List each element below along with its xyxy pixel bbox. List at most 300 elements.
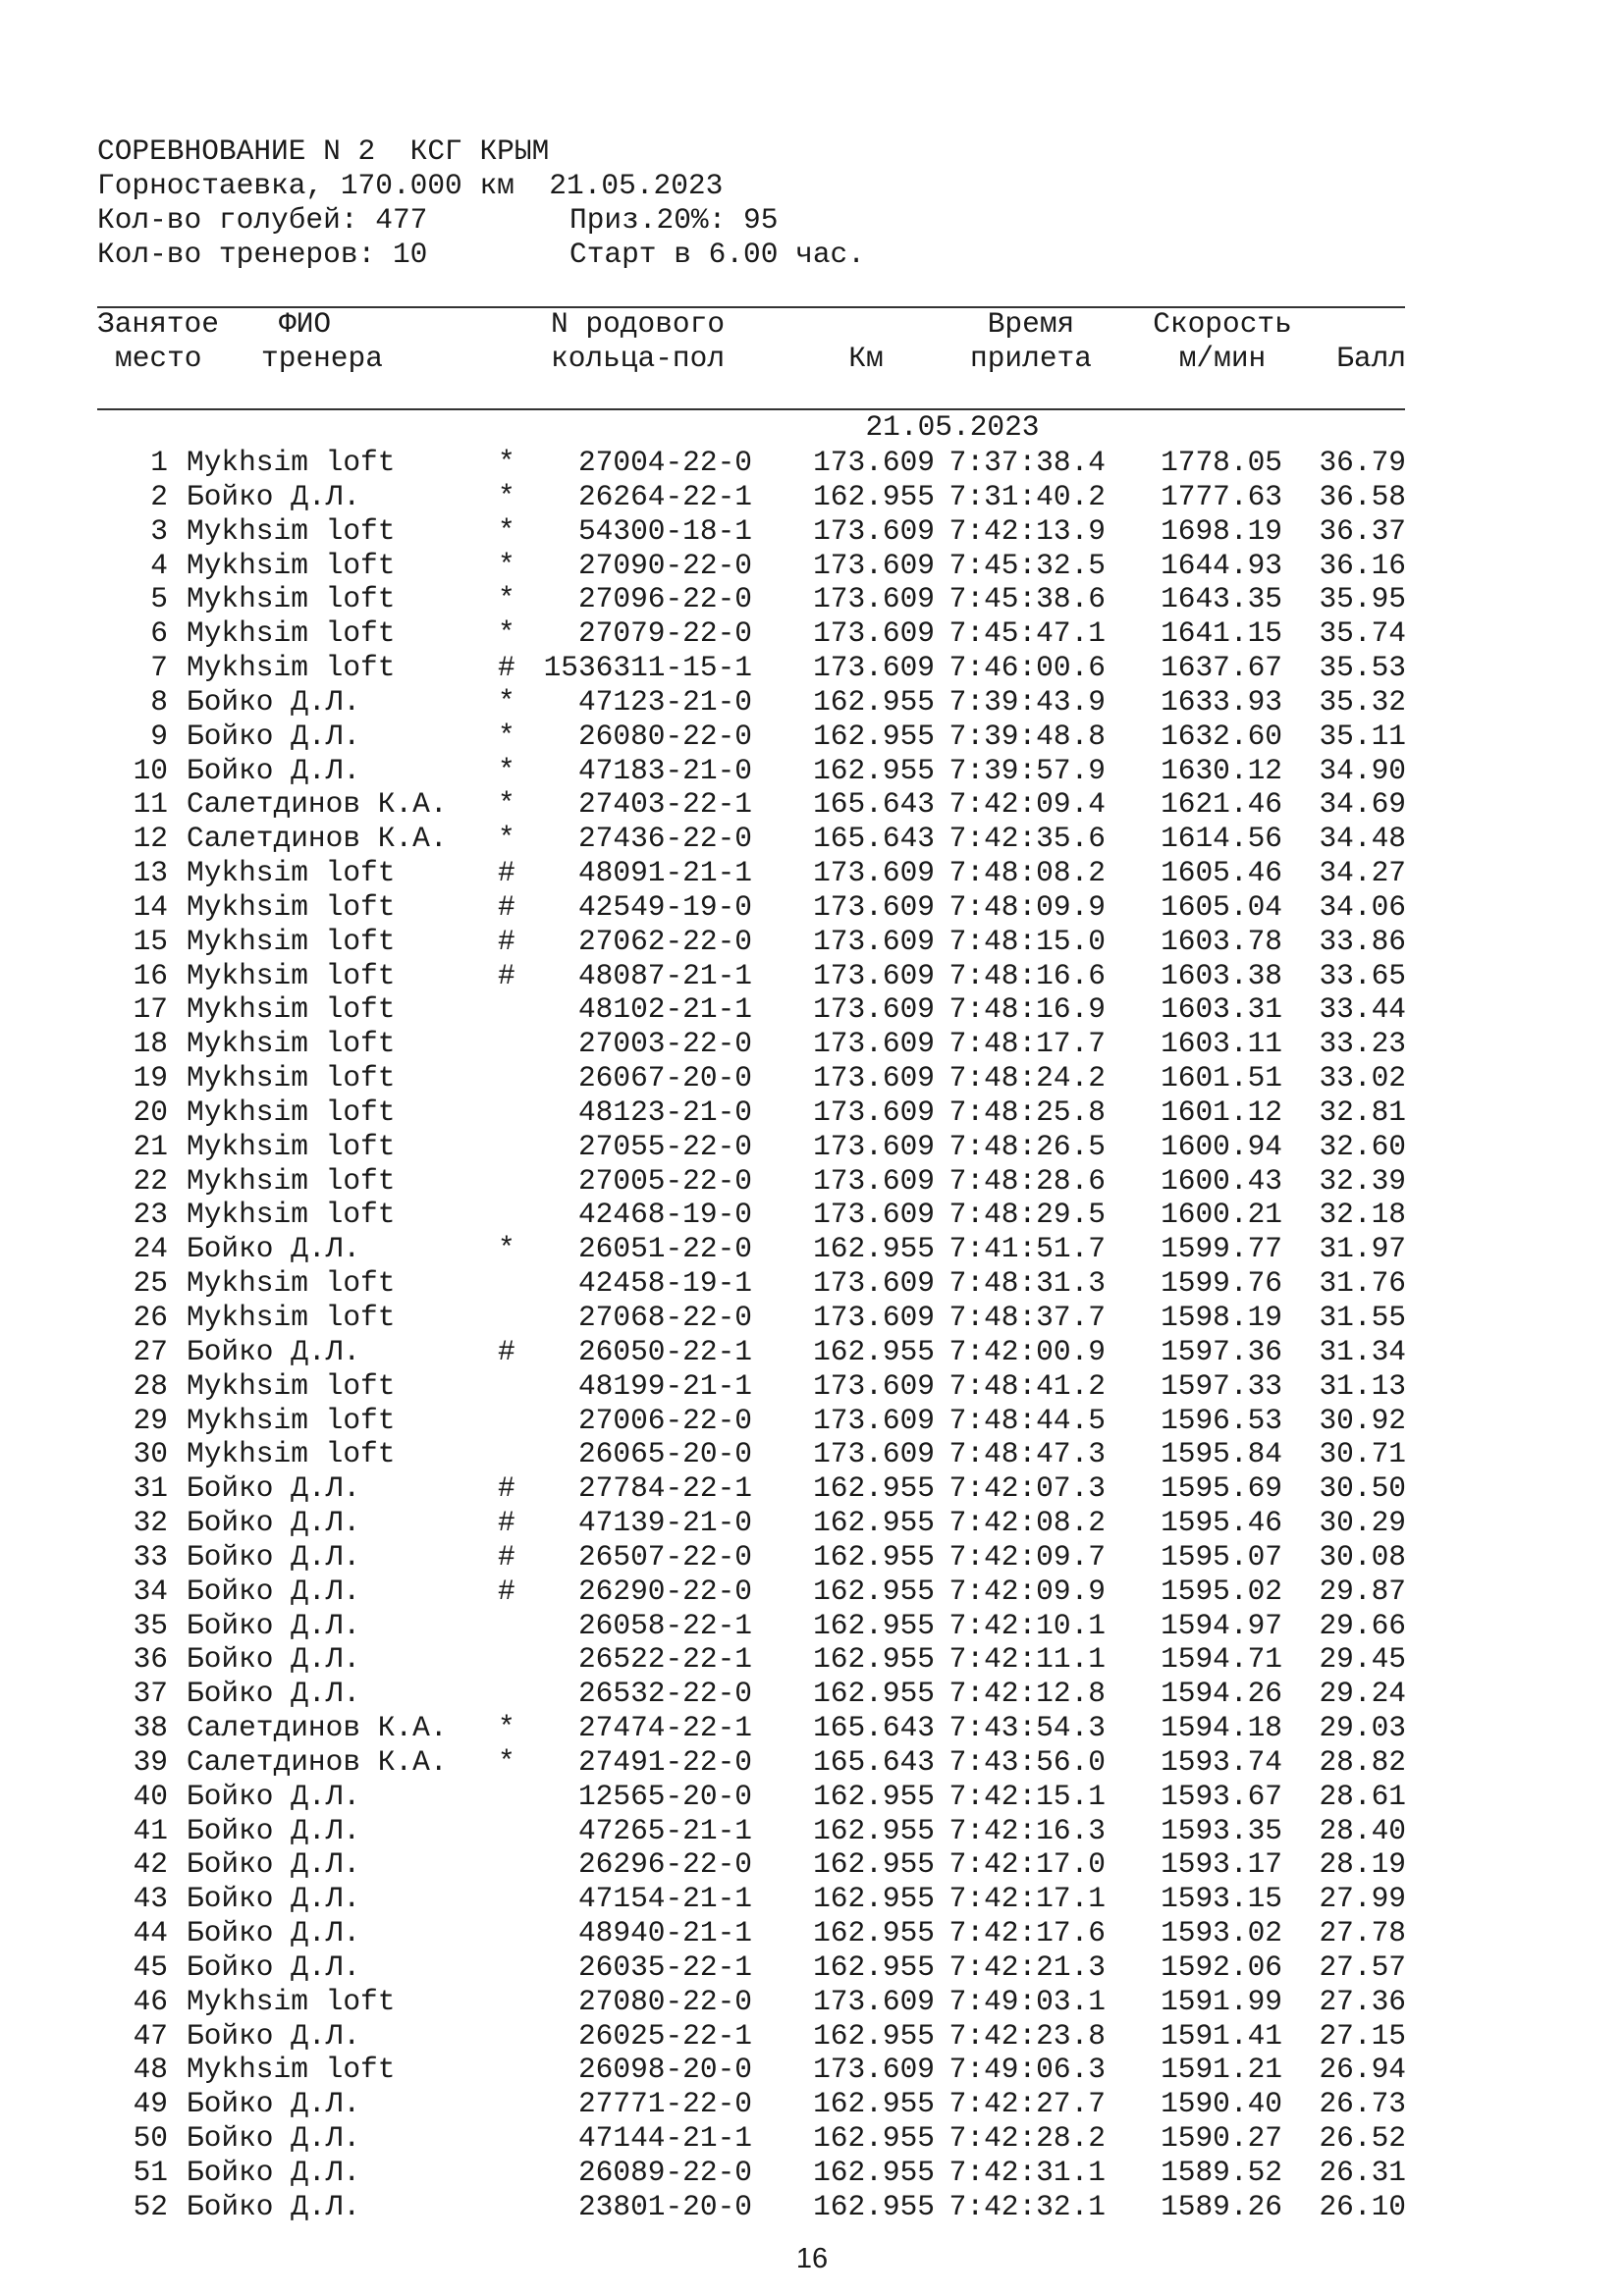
- cell-ring: 27784-22-1: [577, 1471, 752, 1506]
- cell-time: 7:42:27.7: [948, 2087, 1106, 2121]
- cell-ring: 42549-19-0: [577, 889, 752, 924]
- cell-time: 7:48:37.7: [948, 1301, 1106, 1334]
- cell-trainer: Mykhsim loft: [187, 1368, 396, 1403]
- cell-time: 7:42:00.9: [948, 1334, 1106, 1368]
- cell-time: 7:48:29.5: [948, 1198, 1106, 1232]
- cell-speed: 1593.35: [1161, 1813, 1282, 1847]
- cell-score: 31.13: [1319, 1368, 1406, 1403]
- cell-place: 3: [150, 513, 168, 548]
- cell-speed: 1590.40: [1161, 2087, 1282, 2121]
- cell-trainer: Бойко Д.Л.: [187, 2018, 361, 2053]
- cell-place: 2: [150, 479, 168, 513]
- cell-place: 37: [133, 1677, 168, 1711]
- cell-time: 7:42:15.1: [948, 1779, 1106, 1813]
- cell-place: 6: [150, 616, 168, 651]
- cell-place: 21: [133, 1129, 168, 1163]
- cell-place: 44: [133, 1916, 168, 1950]
- cell-ring: 27080-22-0: [577, 1984, 752, 2018]
- cell-ring: 47265-21-1: [577, 1813, 752, 1847]
- cell-time: 7:42:16.3: [948, 1813, 1106, 1847]
- cell-km: 162.955: [813, 1813, 935, 1847]
- cell-trainer: Mykhsim loft: [187, 924, 396, 958]
- cell-trainer: Mykhsim loft: [187, 582, 396, 616]
- cell-score: 33.23: [1319, 1027, 1406, 1061]
- cell-mark: *: [498, 719, 515, 753]
- cell-km: 162.955: [813, 2189, 935, 2223]
- cell-ring: 27055-22-0: [577, 1129, 752, 1163]
- cell-speed: 1589.52: [1161, 2156, 1282, 2189]
- cell-km: 162.955: [813, 1642, 935, 1677]
- cell-place: 50: [133, 2121, 168, 2156]
- cell-place: 17: [133, 992, 168, 1027]
- cell-ring: 26051-22-0: [577, 1232, 752, 1266]
- cell-time: 7:48:24.2: [948, 1061, 1106, 1095]
- cell-trainer: Салетдинов К.А.: [187, 822, 448, 856]
- cell-place: 34: [133, 1574, 168, 1608]
- cell-place: 16: [133, 958, 168, 992]
- cell-trainer: Mykhsim loft: [187, 446, 396, 479]
- cell-trainer: Бойко Д.Л.: [187, 479, 361, 513]
- cell-place: 46: [133, 1984, 168, 2018]
- cell-trainer: Бойко Д.Л.: [187, 684, 361, 719]
- cell-time: 7:42:09.9: [948, 1574, 1106, 1608]
- cell-ring: 26080-22-0: [577, 719, 752, 753]
- col-place-2: место: [115, 342, 202, 375]
- cell-mark: *: [498, 753, 515, 787]
- cell-time: 7:48:15.0: [948, 924, 1106, 958]
- cell-score: 32.81: [1319, 1095, 1406, 1129]
- cell-place: 41: [133, 1813, 168, 1847]
- cell-time: 7:42:07.3: [948, 1471, 1106, 1506]
- prize-count: Приз.20%: 95: [569, 203, 779, 237]
- cell-score: 26.10: [1319, 2189, 1406, 2223]
- cell-time: 7:42:09.7: [948, 1539, 1106, 1574]
- cell-speed: 1600.94: [1161, 1129, 1282, 1163]
- cell-trainer: Mykhsim loft: [187, 548, 396, 582]
- cell-place: 52: [133, 2189, 168, 2223]
- cell-place: 26: [133, 1301, 168, 1334]
- cell-trainer: Бойко Д.Л.: [187, 2121, 361, 2156]
- cell-trainer: Бойко Д.Л.: [187, 1847, 361, 1882]
- cell-speed: 1605.46: [1161, 856, 1282, 890]
- cell-mark: #: [498, 1471, 515, 1506]
- cell-km: 173.609: [813, 1984, 935, 2018]
- cell-speed: 1594.71: [1161, 1642, 1282, 1677]
- col-fio-2: тренера: [261, 342, 383, 375]
- cell-km: 173.609: [813, 992, 935, 1027]
- cell-speed: 1594.26: [1161, 1677, 1282, 1711]
- cell-ring: 48199-21-1: [577, 1368, 752, 1403]
- cell-score: 33.02: [1319, 1061, 1406, 1095]
- cell-place: 35: [133, 1608, 168, 1642]
- cell-km: 165.643: [813, 1711, 935, 1745]
- cell-score: 30.71: [1319, 1437, 1406, 1471]
- cell-score: 35.95: [1319, 582, 1406, 616]
- cell-place: 30: [133, 1437, 168, 1471]
- cell-place: 28: [133, 1368, 168, 1403]
- cell-ring: 26296-22-0: [577, 1847, 752, 1882]
- cell-trainer: Mykhsim loft: [187, 1984, 396, 2018]
- cell-ring: 26098-20-0: [577, 2053, 752, 2087]
- col-ring-1: N родового: [551, 307, 726, 341]
- col-score: Балл: [1336, 342, 1406, 375]
- col-km: Км: [848, 342, 884, 375]
- cell-km: 173.609: [813, 513, 935, 548]
- cell-ring: 26025-22-1: [577, 2018, 752, 2053]
- cell-km: 173.609: [813, 1368, 935, 1403]
- cell-speed: 1603.11: [1161, 1027, 1282, 1061]
- cell-ring: 27004-22-0: [577, 446, 752, 479]
- cell-score: 34.90: [1319, 753, 1406, 787]
- cell-km: 173.609: [813, 1266, 935, 1301]
- cell-km: 173.609: [813, 616, 935, 651]
- cell-mark: #: [498, 651, 515, 685]
- cell-trainer: Mykhsim loft: [187, 1163, 396, 1198]
- cell-mark: *: [498, 787, 515, 822]
- cell-ring: 26290-22-0: [577, 1574, 752, 1608]
- cell-speed: 1599.76: [1161, 1266, 1282, 1301]
- cell-score: 28.82: [1319, 1744, 1406, 1779]
- cell-time: 7:49:03.1: [948, 1984, 1106, 2018]
- cell-score: 30.29: [1319, 1506, 1406, 1540]
- cell-trainer: Бойко Д.Л.: [187, 2189, 361, 2223]
- cell-score: 30.50: [1319, 1471, 1406, 1506]
- cell-place: 39: [133, 1744, 168, 1779]
- cell-score: 30.08: [1319, 1539, 1406, 1574]
- cell-score: 36.37: [1319, 513, 1406, 548]
- cell-km: 162.955: [813, 1334, 935, 1368]
- cell-time: 7:37:38.4: [948, 446, 1106, 479]
- cell-ring: 48087-21-1: [577, 958, 752, 992]
- cell-ring: 26264-22-1: [577, 479, 752, 513]
- cell-score: 27.99: [1319, 1882, 1406, 1916]
- pigeons-count: Кол-во голубей: 477: [97, 203, 428, 237]
- cell-place: 45: [133, 1949, 168, 1984]
- cell-speed: 1596.53: [1161, 1403, 1282, 1437]
- cell-place: 5: [150, 582, 168, 616]
- cell-km: 173.609: [813, 1061, 935, 1095]
- cell-place: 7: [150, 651, 168, 685]
- cell-km: 162.955: [813, 479, 935, 513]
- cell-ring: 27403-22-1: [577, 787, 752, 822]
- cell-trainer: Бойко Д.Л.: [187, 1608, 361, 1642]
- cell-km: 173.609: [813, 1027, 935, 1061]
- cell-place: 47: [133, 2018, 168, 2053]
- cell-time: 7:48:16.9: [948, 992, 1106, 1027]
- cell-score: 36.79: [1319, 446, 1406, 479]
- cell-ring: 47183-21-0: [577, 753, 752, 787]
- cell-km: 162.955: [813, 1916, 935, 1950]
- cell-place: 23: [133, 1198, 168, 1232]
- cell-ring: 27079-22-0: [577, 616, 752, 651]
- col-ring-2: кольца-пол: [551, 342, 726, 375]
- col-time-1: Время: [987, 307, 1075, 341]
- cell-ring: 27003-22-0: [577, 1027, 752, 1061]
- cell-trainer: Бойко Д.Л.: [187, 1232, 361, 1266]
- cell-trainer: Mykhsim loft: [187, 1198, 396, 1232]
- cell-km: 173.609: [813, 856, 935, 890]
- cell-trainer: Mykhsim loft: [187, 1301, 396, 1334]
- cell-speed: 1614.56: [1161, 822, 1282, 856]
- cell-speed: 1595.69: [1161, 1471, 1282, 1506]
- cell-score: 28.19: [1319, 1847, 1406, 1882]
- cell-km: 162.955: [813, 1677, 935, 1711]
- cell-mark: *: [498, 446, 515, 479]
- col-fio-1: ФИО: [279, 307, 332, 341]
- cell-score: 28.61: [1319, 1779, 1406, 1813]
- cell-score: 26.31: [1319, 2156, 1406, 2189]
- cell-time: 7:42:10.1: [948, 1608, 1106, 1642]
- cell-trainer: Бойко Д.Л.: [187, 1916, 361, 1950]
- cell-speed: 1605.04: [1161, 889, 1282, 924]
- cell-mark: #: [498, 1506, 515, 1540]
- cell-km: 173.609: [813, 1403, 935, 1437]
- cell-mark: #: [498, 889, 515, 924]
- cell-time: 7:42:17.0: [948, 1847, 1106, 1882]
- cell-ring: 12565-20-0: [577, 1779, 752, 1813]
- cell-time: 7:42:23.8: [948, 2018, 1106, 2053]
- cell-mark: *: [498, 616, 515, 651]
- cell-place: 42: [133, 1847, 168, 1882]
- cell-speed: 1777.63: [1161, 479, 1282, 513]
- cell-mark: #: [498, 1539, 515, 1574]
- cell-time: 7:42:11.1: [948, 1642, 1106, 1677]
- cell-km: 162.955: [813, 2121, 935, 2156]
- cell-score: 27.15: [1319, 2018, 1406, 2053]
- cell-score: 26.94: [1319, 2053, 1406, 2087]
- cell-trainer: Mykhsim loft: [187, 889, 396, 924]
- cell-ring: 23801-20-0: [577, 2189, 752, 2223]
- cell-trainer: Mykhsim loft: [187, 513, 396, 548]
- cell-trainer: Mykhsim loft: [187, 616, 396, 651]
- cell-place: 9: [150, 719, 168, 753]
- cell-trainer: Бойко Д.Л.: [187, 1574, 361, 1608]
- cell-time: 7:42:21.3: [948, 1949, 1106, 1984]
- cell-speed: 1698.19: [1161, 513, 1282, 548]
- cell-score: 29.66: [1319, 1608, 1406, 1642]
- cell-place: 31: [133, 1471, 168, 1506]
- cell-trainer: Mykhsim loft: [187, 1095, 396, 1129]
- cell-score: 33.86: [1319, 924, 1406, 958]
- cell-trainer: Бойко Д.Л.: [187, 1949, 361, 1984]
- cell-mark: *: [498, 822, 515, 856]
- cell-km: 162.955: [813, 753, 935, 787]
- cell-km: 165.643: [813, 822, 935, 856]
- cell-speed: 1593.17: [1161, 1847, 1282, 1882]
- cell-place: 38: [133, 1711, 168, 1745]
- cell-km: 162.955: [813, 1949, 935, 1984]
- cell-time: 7:48:08.2: [948, 856, 1106, 890]
- cell-speed: 1603.31: [1161, 992, 1282, 1027]
- cell-trainer: Бойко Д.Л.: [187, 1642, 361, 1677]
- cell-km: 173.609: [813, 446, 935, 479]
- cell-trainer: Mykhsim loft: [187, 2053, 396, 2087]
- cell-ring: 27436-22-0: [577, 822, 752, 856]
- cell-time: 7:43:54.3: [948, 1711, 1106, 1745]
- cell-place: 13: [133, 856, 168, 890]
- cell-mark: *: [498, 513, 515, 548]
- cell-place: 1: [150, 446, 168, 479]
- cell-trainer: Бойко Д.Л.: [187, 1779, 361, 1813]
- cell-speed: 1595.84: [1161, 1437, 1282, 1471]
- cell-mark: #: [498, 924, 515, 958]
- cell-mark: *: [498, 1744, 515, 1779]
- cell-trainer: Бойко Д.Л.: [187, 2087, 361, 2121]
- start-time: Старт в 6.00 час.: [569, 238, 865, 271]
- place-line: [97, 169, 723, 203]
- cell-mark: #: [498, 856, 515, 890]
- cell-km: 165.643: [813, 1744, 935, 1779]
- cell-km: 162.955: [813, 1882, 935, 1916]
- cell-speed: 1643.35: [1161, 582, 1282, 616]
- cell-speed: 1595.02: [1161, 1574, 1282, 1608]
- cell-score: 29.03: [1319, 1711, 1406, 1745]
- cell-km: 173.609: [813, 924, 935, 958]
- cell-time: 7:42:13.9: [948, 513, 1106, 548]
- cell-place: 33: [133, 1539, 168, 1574]
- cell-mark: *: [498, 1711, 515, 1745]
- cell-place: 14: [133, 889, 168, 924]
- cell-score: 30.92: [1319, 1403, 1406, 1437]
- cell-score: 26.52: [1319, 2121, 1406, 2156]
- cell-ring: 48091-21-1: [577, 856, 752, 890]
- cell-ring: 47144-21-1: [577, 2121, 752, 2156]
- cell-time: 7:42:09.4: [948, 787, 1106, 822]
- cell-time: 7:42:17.1: [948, 1882, 1106, 1916]
- cell-speed: 1633.93: [1161, 684, 1282, 719]
- cell-place: 24: [133, 1232, 168, 1266]
- cell-km: 165.643: [813, 787, 935, 822]
- cell-score: 35.32: [1319, 684, 1406, 719]
- cell-score: 29.24: [1319, 1677, 1406, 1711]
- cell-ring: 27491-22-0: [577, 1744, 752, 1779]
- cell-ring: 48940-21-1: [577, 1916, 752, 1950]
- cell-place: 19: [133, 1061, 168, 1095]
- cell-ring: 47123-21-0: [577, 684, 752, 719]
- cell-km: 162.955: [813, 719, 935, 753]
- cell-time: 7:48:44.5: [948, 1403, 1106, 1437]
- page-number: 16: [795, 2243, 829, 2274]
- cell-time: 7:46:00.6: [948, 651, 1106, 685]
- cell-trainer: Бойко Д.Л.: [187, 1506, 361, 1540]
- cell-ring: 54300-18-1: [577, 513, 752, 548]
- cell-place: 10: [133, 753, 168, 787]
- cell-time: 7:42:17.6: [948, 1916, 1106, 1950]
- cell-trainer: Бойко Д.Л.: [187, 1882, 361, 1916]
- cell-mark: *: [498, 582, 515, 616]
- cell-ring: 27068-22-0: [577, 1301, 752, 1334]
- cell-score: 33.44: [1319, 992, 1406, 1027]
- cell-km: 162.955: [813, 1779, 935, 1813]
- cell-trainer: Mykhsim loft: [187, 1266, 396, 1301]
- cell-trainer: Салетдинов К.А.: [187, 1711, 448, 1745]
- cell-ring: 27771-22-0: [577, 2087, 752, 2121]
- cell-speed: 1593.74: [1161, 1744, 1282, 1779]
- cell-place: 51: [133, 2156, 168, 2189]
- cell-trainer: Mykhsim loft: [187, 992, 396, 1027]
- cell-time: 7:48:41.2: [948, 1368, 1106, 1403]
- cell-ring: 48102-21-1: [577, 992, 752, 1027]
- cell-km: 162.955: [813, 1574, 935, 1608]
- cell-km: 173.609: [813, 889, 935, 924]
- cell-trainer: Mykhsim loft: [187, 1437, 396, 1471]
- cell-place: 25: [133, 1266, 168, 1301]
- cell-km: 173.609: [813, 1129, 935, 1163]
- cell-trainer: Бойко Д.Л.: [187, 1334, 361, 1368]
- cell-ring: 26522-22-1: [577, 1642, 752, 1677]
- cell-score: 32.60: [1319, 1129, 1406, 1163]
- cell-place: 11: [133, 787, 168, 822]
- cell-trainer: Бойко Д.Л.: [187, 1813, 361, 1847]
- cell-km: 173.609: [813, 548, 935, 582]
- cell-speed: 1595.07: [1161, 1539, 1282, 1574]
- cell-score: 27.57: [1319, 1949, 1406, 1984]
- cell-km: 173.609: [813, 1437, 935, 1471]
- cell-score: 29.87: [1319, 1574, 1406, 1608]
- cell-time: 7:39:48.8: [948, 719, 1106, 753]
- cell-time: 7:41:51.7: [948, 1232, 1106, 1266]
- cell-time: 7:48:17.7: [948, 1027, 1106, 1061]
- cell-time: 7:39:43.9: [948, 684, 1106, 719]
- cell-speed: 1598.19: [1161, 1301, 1282, 1334]
- cell-trainer: Mykhsim loft: [187, 1027, 396, 1061]
- cell-speed: 1603.78: [1161, 924, 1282, 958]
- cell-speed: 1594.97: [1161, 1608, 1282, 1642]
- cell-mark: *: [498, 1232, 515, 1266]
- cell-ring: 26035-22-1: [577, 1949, 752, 1984]
- cell-place: 20: [133, 1095, 168, 1129]
- cell-ring: 42458-19-1: [577, 1266, 752, 1301]
- cell-km: 173.609: [813, 958, 935, 992]
- cell-km: 162.955: [813, 1608, 935, 1642]
- cell-time: 7:42:35.6: [948, 822, 1106, 856]
- cell-speed: 1591.21: [1161, 2053, 1282, 2087]
- cell-trainer: Mykhsim loft: [187, 1129, 396, 1163]
- cell-time: 7:48:16.6: [948, 958, 1106, 992]
- cell-speed: 1641.15: [1161, 616, 1282, 651]
- cell-trainer: Mykhsim loft: [187, 958, 396, 992]
- cell-speed: 1637.67: [1161, 651, 1282, 685]
- cell-place: 48: [133, 2053, 168, 2087]
- cell-score: 35.11: [1319, 719, 1406, 753]
- cell-ring: 48123-21-0: [577, 1095, 752, 1129]
- cell-score: 36.58: [1319, 479, 1406, 513]
- trainers-count: Кол-во тренеров: 10: [97, 238, 428, 271]
- cell-place: 18: [133, 1027, 168, 1061]
- cell-speed: 1599.77: [1161, 1232, 1282, 1266]
- cell-trainer: Бойко Д.Л.: [187, 2156, 361, 2189]
- cell-time: 7:31:40.2: [948, 479, 1106, 513]
- cell-ring: 47139-21-0: [577, 1506, 752, 1540]
- cell-km: 162.955: [813, 1847, 935, 1882]
- cell-place: 27: [133, 1334, 168, 1368]
- cell-mark: #: [498, 1334, 515, 1368]
- cell-score: 32.18: [1319, 1198, 1406, 1232]
- cell-time: 7:45:32.5: [948, 548, 1106, 582]
- place-distance: Горностаевка, 170.000 км: [97, 169, 514, 202]
- cell-speed: 1591.99: [1161, 1984, 1282, 2018]
- cell-place: 15: [133, 924, 168, 958]
- cell-mark: *: [498, 548, 515, 582]
- cell-place: 22: [133, 1163, 168, 1198]
- cell-speed: 1593.15: [1161, 1882, 1282, 1916]
- cell-place: 8: [150, 684, 168, 719]
- cell-place: 43: [133, 1882, 168, 1916]
- cell-ring: 47154-21-1: [577, 1882, 752, 1916]
- cell-score: 31.97: [1319, 1232, 1406, 1266]
- cell-km: 173.609: [813, 1198, 935, 1232]
- cell-place: 12: [133, 822, 168, 856]
